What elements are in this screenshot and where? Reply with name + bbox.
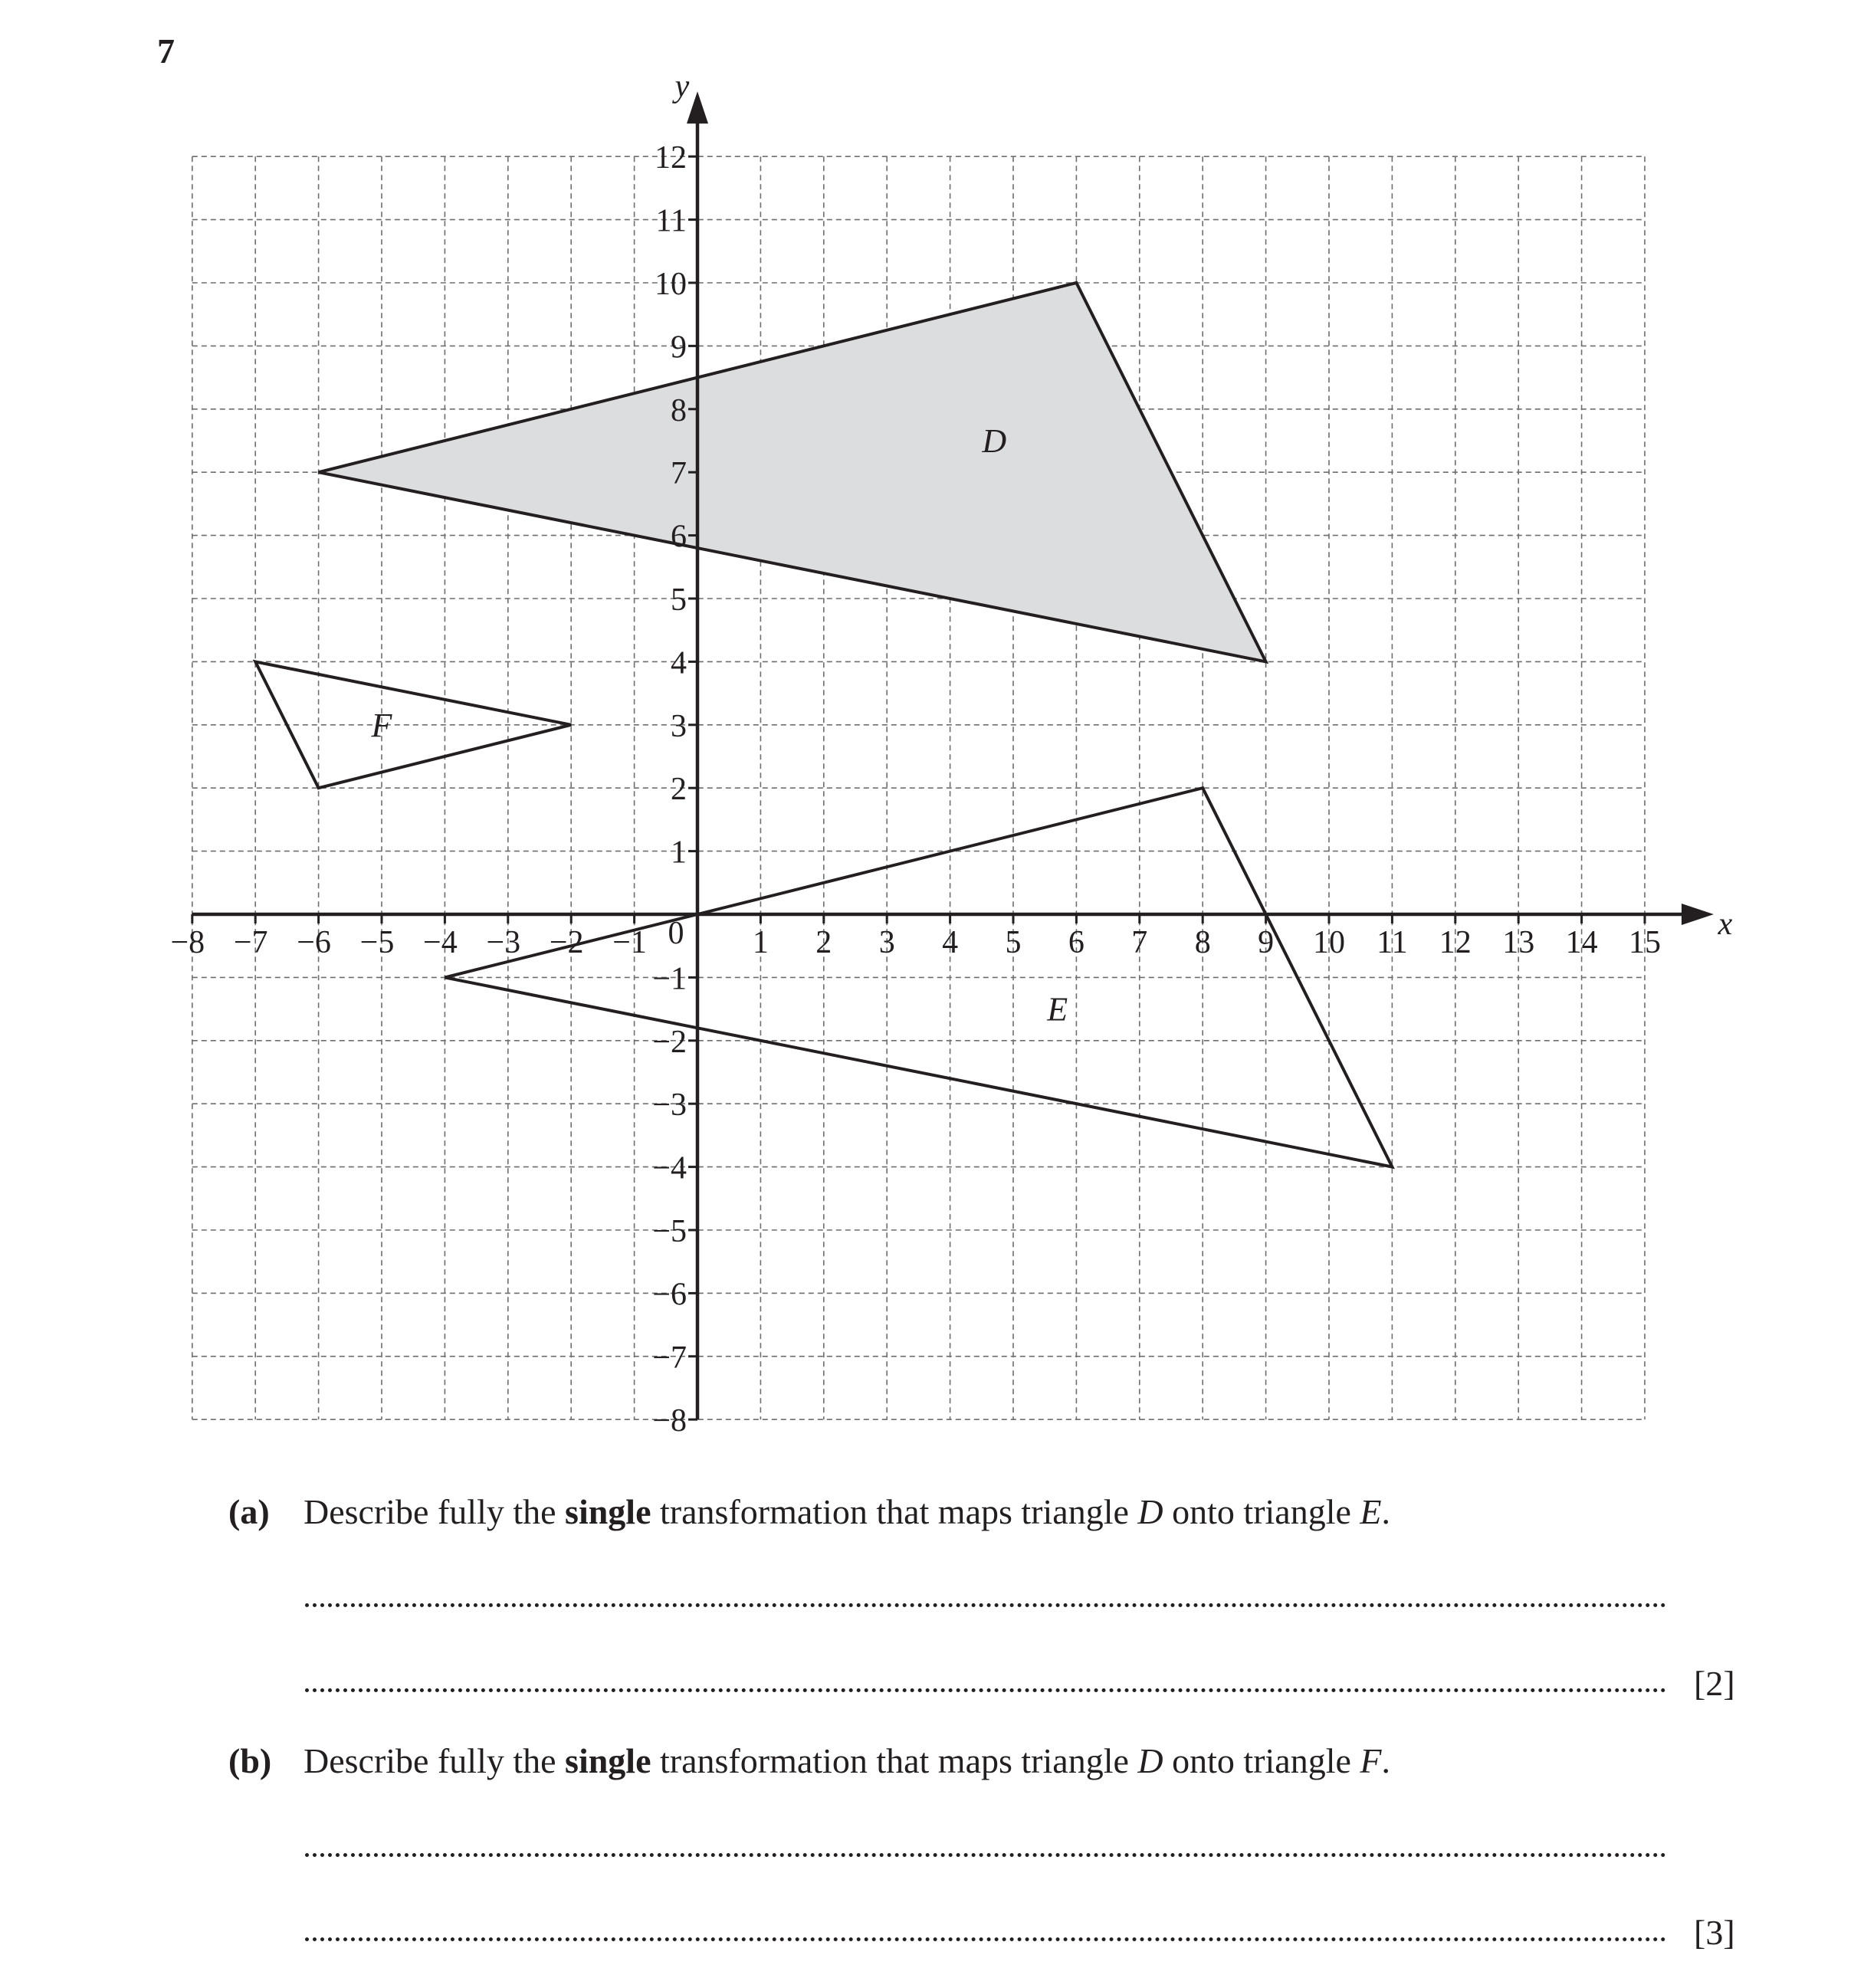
- x-tick-label: −8: [170, 925, 205, 960]
- x-tick-label: 12: [1439, 925, 1472, 960]
- x-tick-label: 6: [1068, 925, 1085, 960]
- x-tick-label: −3: [486, 925, 521, 960]
- x-tick-label: 4: [942, 925, 959, 960]
- x-tick-label: −1: [612, 925, 647, 960]
- origin-label: 0: [668, 916, 684, 951]
- x-tick-label: 1: [752, 925, 769, 960]
- y-tick-label: −4: [652, 1150, 687, 1186]
- y-tick-label: 7: [671, 456, 687, 492]
- triangle-label-D: D: [982, 422, 1007, 460]
- x-tick-label: −4: [423, 925, 458, 960]
- answer-line[interactable]: [305, 1688, 1666, 1692]
- x-tick-label: 2: [815, 925, 832, 960]
- question-part-a: (a) Describe fully the single transformation that maps triangle D onto triangle E.: [228, 1492, 1391, 1531]
- x-tick-label: 10: [1313, 925, 1345, 960]
- x-axis-label: x: [1718, 907, 1733, 942]
- y-tick-label: −3: [652, 1087, 687, 1124]
- x-tick-label: 8: [1194, 925, 1211, 960]
- y-tick-label: 1: [671, 835, 687, 871]
- answer-line[interactable]: [305, 1603, 1666, 1607]
- x-tick-label: 9: [1258, 925, 1275, 960]
- y-tick-label: 11: [655, 203, 687, 239]
- y-tick-label: 8: [671, 392, 687, 428]
- question-part-b: (b) Describe fully the single transformation that maps triangle D onto triangle F.: [228, 1741, 1391, 1780]
- y-tick-label: −6: [652, 1277, 687, 1313]
- y-tick-label: 12: [655, 140, 687, 176]
- y-tick-label: 3: [671, 708, 687, 744]
- x-tick-label: −7: [233, 925, 268, 960]
- x-tick-label: 3: [878, 925, 895, 960]
- x-tick-label: 5: [1005, 925, 1022, 960]
- triangle-label-F: F: [371, 706, 392, 744]
- y-tick-label: −7: [652, 1340, 687, 1376]
- triangle-D: [319, 283, 1266, 661]
- answer-line[interactable]: [305, 1937, 1666, 1941]
- x-tick-label: 13: [1502, 925, 1535, 960]
- y-tick-label: 4: [671, 645, 687, 681]
- part-label: (b): [228, 1741, 272, 1780]
- x-tick-label: −5: [359, 925, 395, 960]
- x-tick-label: −6: [297, 925, 331, 960]
- x-tick-label: 14: [1565, 925, 1598, 960]
- y-tick-label: 10: [655, 267, 687, 302]
- x-tick-label: −2: [549, 925, 584, 960]
- x-tick-label: 11: [1377, 925, 1408, 960]
- part-label: (a): [228, 1492, 270, 1531]
- triangle-label-E: E: [1047, 990, 1068, 1028]
- y-tick-label: 9: [671, 330, 687, 366]
- y-axis-arrow: [687, 91, 708, 123]
- y-tick-label: 5: [671, 582, 687, 618]
- y-tick-label: 2: [671, 772, 687, 808]
- marks-label: [2]: [1694, 1664, 1735, 1703]
- marks-label: [3]: [1694, 1913, 1735, 1952]
- x-tick-label: 7: [1131, 925, 1148, 960]
- x-tick-label: 15: [1629, 925, 1661, 960]
- x-axis-arrow: [1682, 904, 1714, 925]
- answer-line[interactable]: [305, 1853, 1666, 1857]
- y-axis-label: y: [674, 69, 690, 105]
- question-number: 7: [157, 31, 175, 71]
- y-tick-label: −8: [652, 1403, 687, 1439]
- y-tick-label: 6: [671, 519, 687, 555]
- y-tick-label: −2: [652, 1024, 687, 1060]
- y-tick-label: −1: [652, 961, 687, 997]
- y-tick-label: −5: [652, 1214, 687, 1249]
